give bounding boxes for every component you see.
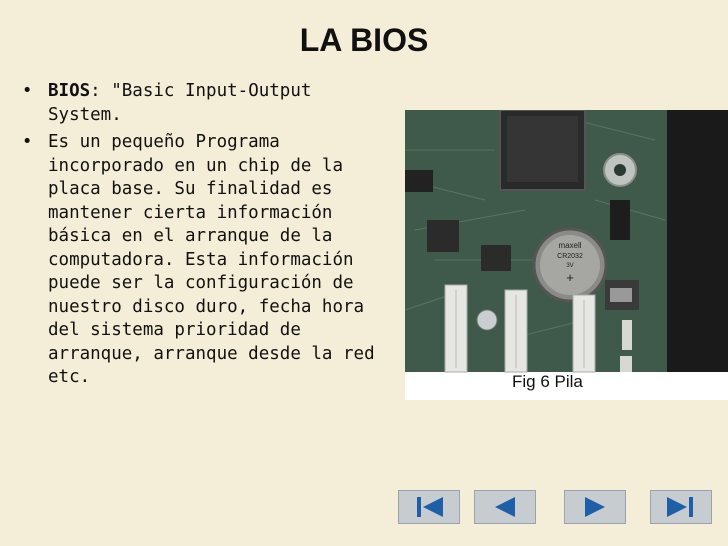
skip-forward-icon xyxy=(651,491,711,523)
bullet-dot-icon: • xyxy=(22,81,33,101)
image-caption: Fig 6 Pila xyxy=(512,372,583,391)
bullet-text: Es un pequeño Programa incorporado en un chip de la placa base. Su finalidad es mantener cierta información básica en el arranque de la computadora. Esta información puede ser la configuración de nuestro disco duro, fecha hora del sistema prioridad de arranque, arranque desde la red etc. xyxy=(48,132,375,387)
slide-title: LA BIOS xyxy=(299,22,429,58)
battery-voltage-text: 3V xyxy=(566,263,574,269)
bullet-item-bios xyxy=(22,80,382,127)
battery-sign-text: + xyxy=(566,270,574,285)
bullet-item-description xyxy=(22,131,382,390)
battery-model-text: CR2032 xyxy=(557,253,583,260)
arrow-left-icon xyxy=(475,491,535,523)
next-slide-button[interactable] xyxy=(564,490,626,524)
bullet-list xyxy=(22,80,382,394)
battery-brand-text: maxell xyxy=(558,241,582,250)
motherboard-photo xyxy=(405,110,728,400)
bullet-dot-icon: • xyxy=(22,132,33,152)
previous-slide-button[interactable] xyxy=(474,490,536,524)
bullet-term: BIOS xyxy=(48,81,91,101)
first-slide-button[interactable] xyxy=(398,490,460,524)
skip-back-icon xyxy=(399,491,459,523)
arrow-right-icon xyxy=(565,491,625,523)
last-slide-button[interactable] xyxy=(650,490,712,524)
bullet-text: : "Basic Input-Output System. xyxy=(48,81,312,125)
